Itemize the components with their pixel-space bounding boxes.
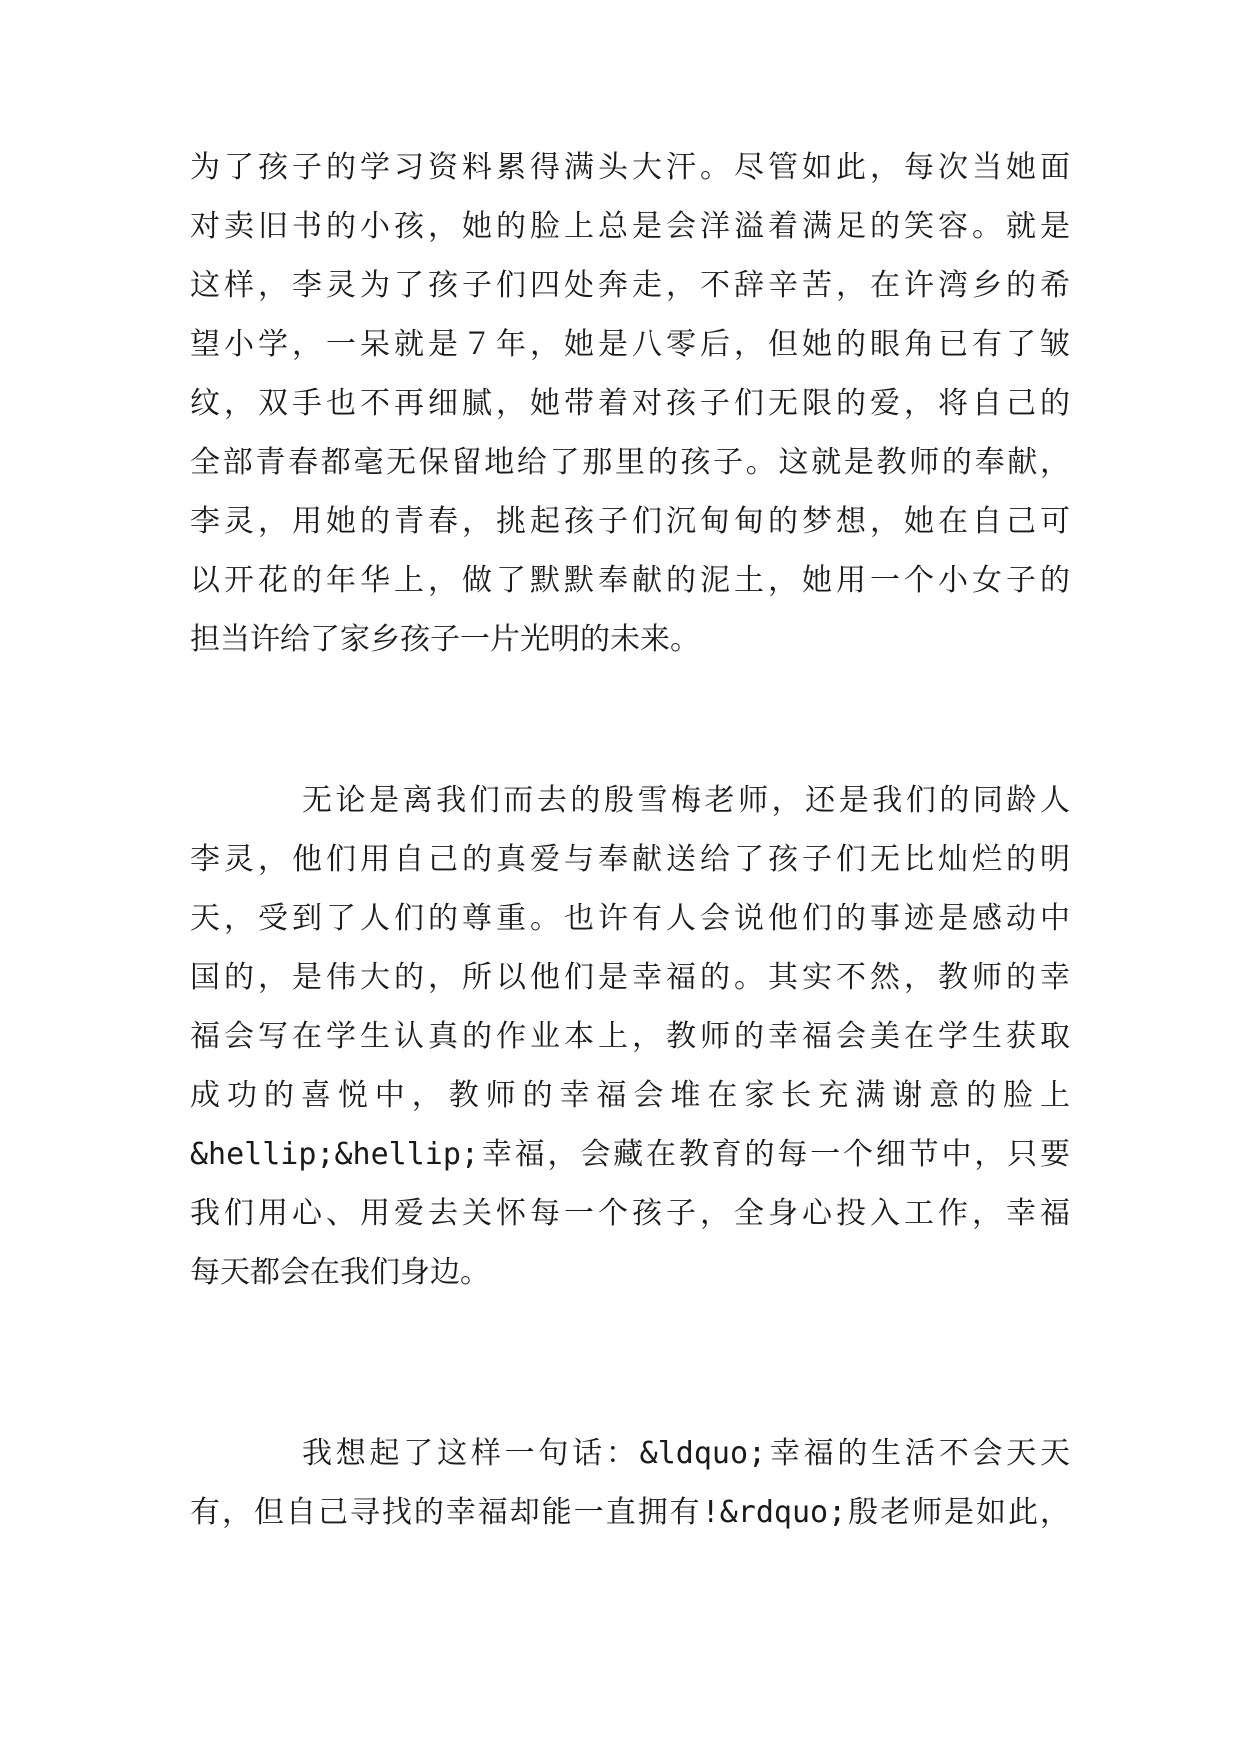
text-line: 全部青春都毫无保留地给了那里的孩子。这就是教师的奉献， xyxy=(190,445,1070,480)
text-line: 福会写在学生认真的作业本上，教师的幸福会美在学生获取 xyxy=(190,1019,1070,1054)
paragraph-1 xyxy=(190,138,1070,669)
text-line: 成功的喜悦中，教师的幸福会堆在家长充满谢意的脸上 xyxy=(190,1078,1070,1113)
text-line: 李灵，他们用自己的真爱与奉献送给了孩子们无比灿烂的明 xyxy=(190,842,1070,877)
paragraph-3 xyxy=(190,1424,1070,1542)
text-line: 李灵，用她的青春，挑起孩子们沉甸甸的梦想，她在自己可 xyxy=(190,504,1070,539)
text-line: 以开花的年华上，做了默默奉献的泥土，她用一个小女子的 xyxy=(190,563,1070,598)
text-line: 有，但自己寻找的幸福却能一直拥有!&rdquo;殷老师是如此， xyxy=(190,1495,1070,1530)
text-line: 望小学，一呆就是７年，她是八零后，但她的眼角已有了皱 xyxy=(190,327,1070,362)
text-line: 这样，李灵为了孩子们四处奔走，不辞辛苦，在许湾乡的希 xyxy=(190,268,1070,303)
paragraph-2 xyxy=(190,771,1070,1302)
text-line: 国的，是伟大的，所以他们是幸福的。其实不然，教师的幸 xyxy=(190,960,1070,995)
text-line: &hellip;&hellip;幸福，会藏在教育的每一个细节中，只要 xyxy=(190,1137,1070,1172)
text-line: 担当许给了家乡孩子一片光明的未来。 xyxy=(190,622,700,657)
text-line: 无论是离我们而去的殷雪梅老师，还是我们的同龄人 xyxy=(302,783,1070,818)
text-line: 我想起了这样一句话：&ldquo;幸福的生活不会天天 xyxy=(302,1436,1070,1471)
text-line: 为了孩子的学习资料累得满头大汗。尽管如此，每次当她面 xyxy=(190,150,1070,185)
text-line: 对卖旧书的小孩，她的脸上总是会洋溢着满足的笑容。就是 xyxy=(190,209,1070,244)
text-line: 每天都会在我们身边。 xyxy=(190,1255,490,1290)
text-line: 纹，双手也不再细腻，她带着对孩子们无限的爱，将自己的 xyxy=(190,386,1070,421)
text-line: 天，受到了人们的尊重。也许有人会说他们的事迹是感动中 xyxy=(190,901,1070,936)
text-line: 我们用心、用爱去关怀每一个孩子，全身心投入工作，幸福 xyxy=(190,1196,1070,1231)
